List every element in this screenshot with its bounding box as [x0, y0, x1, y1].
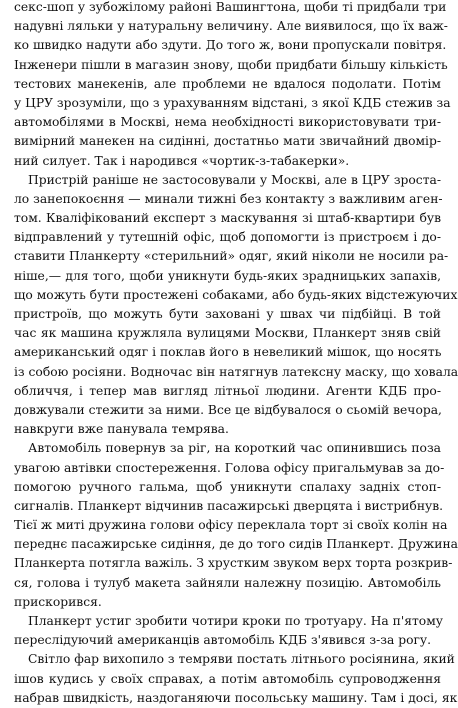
text-line: навкруги вже панувала темрява. — [14, 422, 229, 437]
text-line: довжували стежити за ними. Все це відбувалося о сьомій вечора, — [14, 402, 442, 417]
text-line: Тієї ж миті дружина голови офісу переклала торт зі своїх колін на — [14, 518, 448, 533]
text-line: відправлений у тутешній офіс, щоб допомогти із пристроєм і до- — [14, 230, 441, 245]
text-line: автомобілями в Москві, нема необхідності використовувати три- — [14, 115, 441, 130]
text-line: сигналів. Планкерт відчинив пасажирські дверцята і вистрибнув. — [14, 498, 444, 513]
text-line: вимірний манекен на сидінні, достатньо мати звичайний двомір- — [14, 134, 441, 149]
text-line: у ЦРУ зрозуміли, що з урахуванням відстані, з якої КДБ стежив за — [14, 95, 451, 110]
text-line: прискорився. — [14, 594, 102, 609]
paragraph — [14, 171, 458, 440]
text-line: Світло фар вихопило з темряви постать літнього росіянина, який — [28, 652, 455, 667]
text-line: обличчя, і тепер мав вигляд літньої людини. Агенти КДБ про- — [14, 383, 441, 398]
text-line: із собою росіяни. Водночас він натягнув латексну маску, що ховала — [14, 364, 458, 379]
text-line: увагою автівки спостереження. Голова офісу пригальмував за до- — [14, 460, 445, 475]
text-line: Інженери пішли в магазин знову, щоби придбати більшу кількість — [14, 57, 448, 72]
paragraph — [14, 650, 458, 708]
text-line: ставити Планкерту «стерильний» одяг, який ніколи не носили ра- — [14, 249, 449, 264]
paragraph — [14, 439, 458, 612]
text-line: ся, голова і тулуб макета зайняли належну позицію. Автомобіль — [14, 575, 441, 590]
text-line: переднє пасажирське сидіння, де до того сидів Планкерт. Дружина — [14, 537, 458, 552]
text-line: Автомобіль повернув за ріг, на короткий час опинившись поза — [28, 441, 441, 456]
text-line: Пристрій раніше не застосовували у Москві, але в ЦРУ зроста- — [28, 172, 441, 187]
text-line: що можуть бути простежені собаками, або будь-яких відстежуючих — [14, 287, 458, 302]
text-line: секс-шоп у зубожілому районі Вашингтона, щоби ті придбали три — [14, 0, 447, 14]
text-line: Планкерта потягла важіль. З хрустким звуком верх торта розкрив- — [14, 556, 453, 571]
text-line: Планкерт устиг зробити чотири кроки по тротуару. На п'ятому — [28, 614, 444, 628]
body-text — [14, 0, 458, 708]
text-line: ний силует. Так і народився «чортик-з-табакерки». — [14, 153, 350, 168]
text-line: надувні ляльки у натуральну величину. Але виявилося, що їх важ- — [14, 19, 448, 34]
text-line: американський одяг і поклав його в невеликий мішок, що носять — [14, 345, 442, 360]
text-line: ніше,— для того, щоби уникнути будь-яких зрадницьких запахів, — [14, 268, 441, 283]
text-line: ло занепокоєння — минали тижні без контакту з важливим аген- — [14, 191, 443, 206]
text-line: час як машина кружляла вулицями Москви, Планкерт зняв свій — [14, 326, 441, 341]
text-line: том. Кваліфікований експерт з маскування зі штаб-квартири був — [14, 211, 441, 226]
text-line: пристроїв, що можуть бути заховані у швах чи підбійці. В той — [14, 307, 441, 321]
text-line: ко швидко надути або здути. До того ж, вони пропускали повітря. — [14, 38, 447, 53]
text-line: переслідуючий американців автомобіль КДБ з'явився з-за рогу. — [14, 633, 432, 648]
text-line: тестових манекенів, але проблеми не вдалося подолати. Потім — [14, 76, 441, 91]
text-line: ішов кудись у своїх справах, а потім автомобіль супроводження — [14, 671, 441, 686]
text-line: набрав швидкість, наздоганяючи посольську машину. Там і досі, як — [14, 690, 458, 705]
paragraph — [14, 612, 444, 650]
paragraph — [14, 0, 451, 171]
text-line: помогою ручного гальма, щоб уникнути спалаху задніх стоп- — [14, 479, 441, 494]
